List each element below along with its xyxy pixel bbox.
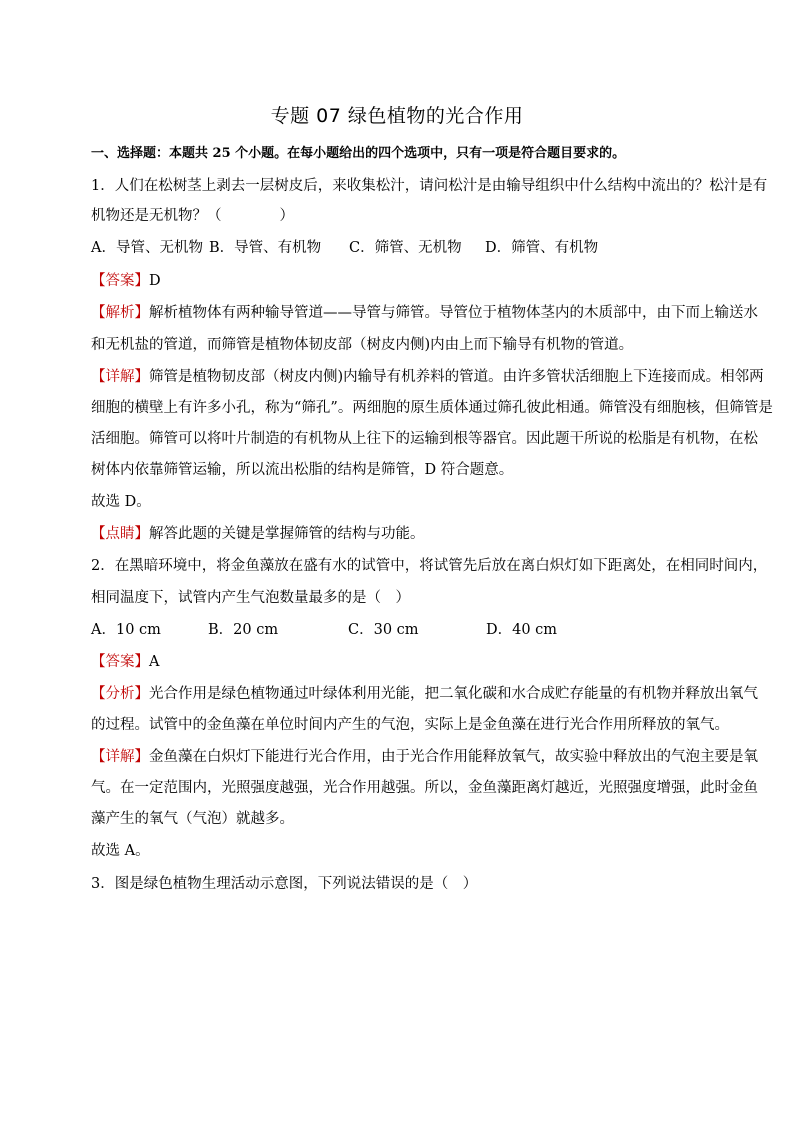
q1-detail-text-1: 筛管是植物韧皮部（树皮内侧)内输导有机养料的管道。由许多管状活细胞上下连接而成。相邻两 (149, 369, 764, 385)
q1-detail-line-2: 细胞的横壁上有许多小孔，称为“筛孔”。两细胞的原生质体通过筛孔彼此相通。筛管没有细胞核，但筛管是 (91, 400, 773, 416)
q2-answer-tag: 【答案】 (91, 654, 149, 670)
q2-analysis-text-1: 光合作用是绿色植物通过叶绿体利用光能，把二氧化碳和水合成贮存能量的有机物并释放出氧气 (149, 686, 758, 702)
q2-analysis-line-2: 的过程。试管中的金鱼藻在单位时间内产生的气泡，实际上是金鱼藻在进行光合作用所释放的氧气。 (91, 717, 729, 733)
q1-answer-tag: 【答案】 (91, 273, 149, 289)
q1-answer-value: D (149, 273, 161, 289)
q1-answer (91, 270, 731, 292)
q1-conclusion: 故选 D。 (91, 494, 151, 510)
q2-option-b: B．20 cm (208, 622, 279, 638)
q1-option-b: B．导管、有机物 (209, 240, 322, 256)
q2-detail-tag: 【详解】 (91, 749, 149, 765)
q1-stem-line-1: 1．人们在松树茎上剥去一层树皮后，来收集松汁，请问松汁是由输导组织中什么结构中流出的？松汁是有 (91, 178, 768, 194)
q1-tip-tag: 【点睛】 (91, 526, 149, 542)
q1-detail-line-3: 活细胞。筛管可以将叶片制造的有机物从上往下的运输到根等器官。因此题干所说的松脂是有机物，在松 (91, 431, 758, 447)
q1-analysis-text-1: 解析植物体有两种输导管道——导管与筛管。导管位于植物体茎内的木质部中，由下而上输送水 (149, 305, 758, 321)
q2-option-c: C．30 cm (348, 622, 419, 638)
q2-detail-line-3: 藻产生的氧气（气泡）就越多。 (91, 811, 294, 827)
q1-analysis-line-1 (91, 302, 758, 324)
q1-detail-line-4: 树体内依靠筛管运输，所以流出松脂的结构是筛管，D 符合题意。 (91, 462, 514, 478)
q3-stem-line-1: 3．图是绿色植物生理活动示意图，下列说法错误的是（ ） (91, 876, 478, 892)
q2-analysis-tag: 【分析】 (91, 686, 149, 702)
q2-detail-line-1 (91, 746, 758, 768)
q1-analysis-line-2: 和无机盐的管道，而筛管是植物体韧皮部（树皮内侧)内由上而下输导有机物的管道。 (91, 337, 634, 353)
q2-stem-line-1: 2．在黑暗环境中，将金鱼藻放在盛有水的试管中，将试管先后放在离白炽灯如下距离处，在相同时间内， (91, 558, 768, 574)
q2-option-a: A．10 cm (91, 622, 161, 638)
q1-option-c: C．筛管、无机物 (349, 240, 462, 256)
q1-detail-line-1 (91, 366, 764, 388)
section-header: 一、选择题：本题共 25 个小题。在每小题给出的四个选项中，只有一项是符合题目要求的。 (91, 146, 626, 161)
q2-conclusion: 故选 A。 (91, 843, 150, 859)
q1-option-a: A．导管、无机物 (91, 240, 203, 256)
q1-detail-tag: 【详解】 (91, 369, 149, 385)
q2-option-d: D．40 cm (486, 622, 558, 638)
q2-stem-line-2: 相同温度下，试管内产生气泡数量最多的是（ ） (91, 590, 410, 606)
q1-stem-line-2: 机物还是无机物？（ ） (91, 208, 294, 224)
q2-analysis-line-1 (91, 683, 758, 705)
q2-detail-text-1: 金鱼藻在白炽灯下能进行光合作用，由于光合作用能释放氧气，故实验中释放出的气泡主要是氧 (149, 749, 758, 765)
q1-tip (91, 523, 731, 545)
q2-detail-line-2: 气。在一定范围内，光照强度越强，光合作用越强。所以，金鱼藻距离灯越近，光照强度增强，此时金鱼 (91, 780, 758, 796)
page-title: 专题 07 绿色植物的光合作用 (270, 105, 524, 127)
q2-answer-value: A (149, 654, 160, 670)
q2-answer (91, 651, 731, 673)
q1-tip-text: 解答此题的关键是掌握筛管的结构与功能。 (149, 526, 425, 542)
q1-analysis-tag: 【解析】 (91, 305, 149, 321)
q1-option-d: D．筛管、有机物 (485, 240, 599, 256)
